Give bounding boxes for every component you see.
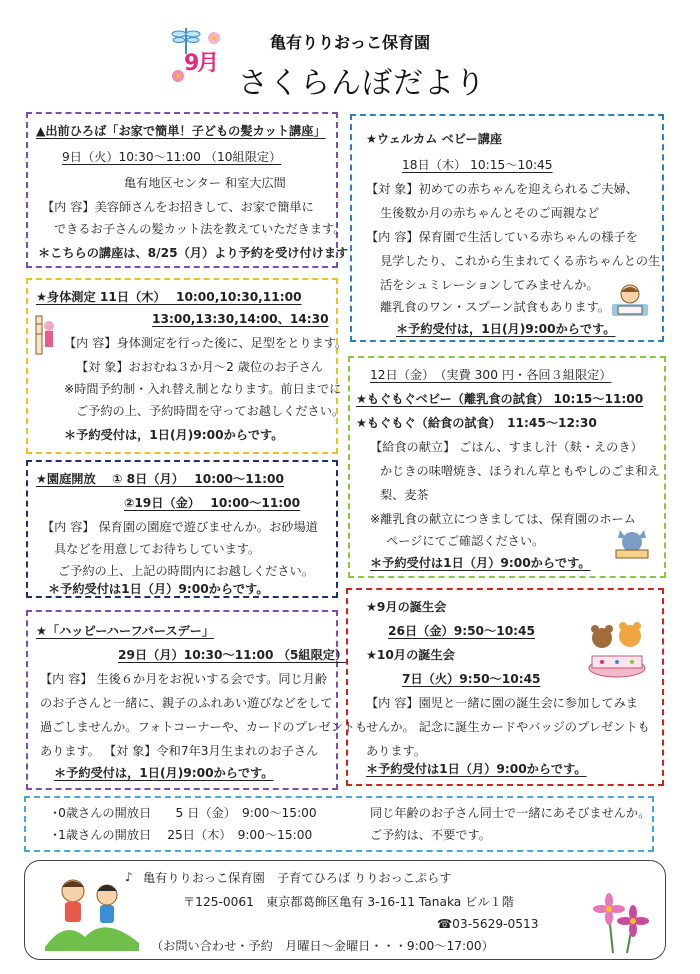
tasting-header: 12日（金） （実費 300 円・各回３組限定）: [370, 368, 612, 382]
half-birthday-desc1: 【内 容】 生後６か月をお祝いする会です。同じ月齢: [40, 672, 328, 686]
measurement-title: ★身体測定 11日（木） 10:00,10:30,11:00: [36, 290, 302, 304]
height-scale-illustration-icon: [34, 312, 56, 356]
footer-box: [24, 860, 666, 960]
garden-time2: ②19日（金） 10:00～11:00: [124, 496, 301, 510]
tasting-meal-line: ★もぐもぐ（給食の試食） 11:45～12:30: [356, 416, 597, 430]
measurement-reservation: ＊予約受付は，1日(月)9:00からです。: [64, 428, 284, 442]
haircut-desc1: 【内 容】美容師さんをお招きして、お家で簡単に: [42, 200, 314, 214]
children-playing-illustration-icon: [45, 867, 139, 951]
birthday-desc3: あります。: [366, 744, 426, 758]
cat-eating-illustration-icon: [612, 522, 652, 562]
half-birthday-desc2: のお子さんと一緒に、親子のふれあい遊びなどをして: [40, 696, 333, 710]
svg-text:♪: ♪: [125, 870, 133, 884]
welcome-desc1: 【内 容】保育園で生活している赤ちゃんの様子を: [366, 230, 638, 244]
newsletter-title: さくらんぼだより: [238, 66, 486, 101]
haircut-datetime: 9日（火）10:30～11:00 （10組限定）: [62, 150, 282, 164]
welcome-target2: 生後数か月の赤ちゃんとそのご両親など: [380, 206, 600, 220]
month-badge: [184, 46, 222, 80]
half-birthday-reservation: ＊予約受付は，1日(月)9:00からです。: [54, 766, 274, 780]
garden-reservation: ＊予約受付は1日（月）9:00からです。: [48, 582, 269, 596]
tasting-note2: ページにてご確認ください。: [386, 534, 545, 548]
measurement-times2: 13:00,13:30,14:00、14:30: [152, 312, 329, 326]
open-days-box: [24, 796, 654, 852]
measurement-note2: ご予約の上、予約時間を守ってお越しください。: [76, 404, 345, 418]
half-birthday-box: [26, 610, 368, 790]
birthday-time-sept: 26日（金）9:50～10:45: [388, 624, 536, 638]
tasting-baby-line: ★もぐもぐベビー（離乳食の試食） 10:15～11:00: [356, 392, 644, 406]
footer-address: 〒125-0061 東京都葛飾区亀有 3-16-11 Tanaka ビル１階: [183, 895, 514, 909]
tasting-box: [348, 356, 666, 578]
welcome-desc3: 活をシュミレーションしてみませんか。: [380, 278, 599, 292]
haircut-event-box: [26, 112, 349, 268]
footer-phone: ☎03-5629-0513: [437, 917, 539, 931]
birthday-desc2: せんか。 記念に誕生カードやバッジのプレゼントも: [366, 720, 650, 734]
measurement-note1: ※時間予約制・入れ替え制となります。前日までに: [64, 382, 342, 396]
garden-desc2: 具などを用意してお待ちしています。: [54, 542, 261, 556]
month-badge-text: 9月: [184, 51, 218, 76]
open-days-note1: 同じ年齢のお子さん同士で一緒にあそびませんか。: [370, 806, 651, 820]
tasting-reservation: ＊予約受付は1日（月）9:00からです。: [370, 556, 591, 570]
garden-desc3: ご予約の上、上記の時間内にお越しください。: [58, 564, 314, 578]
measurement-target: 【対 象】おおむね３か月～2 歳位のお子さん: [76, 360, 324, 374]
haircut-venue: 亀有地区センター 和室大広間: [124, 176, 286, 190]
tasting-menu2: かじきの味噌焼き、ほうれん草ともやしのごま和え: [380, 464, 660, 478]
birthday-reservation: ＊予約受付は1日（月）9:00からです。: [366, 762, 587, 776]
child-reading-illustration-icon: [608, 280, 652, 320]
garden-box: [26, 460, 338, 598]
welcome-desc2: 見学したり、これから生まれてくる赤ちゃんとの生: [380, 254, 661, 268]
tasting-note1: ※離乳食の献立につきましては、保育園のホーム: [370, 512, 636, 526]
open-days-age0: ･0歳さんの開放日 5 日（金） 9:00～15:00: [52, 806, 317, 820]
tasting-menu3: 梨、麦茶: [380, 488, 429, 502]
tasting-menu1: 【給食の献立】 ごはん、すまし汁（麸・えのき）: [370, 440, 643, 454]
garden-desc1: 【内 容】 保育園の園庭で遊びませんか。お砂場道: [42, 520, 318, 534]
measurement-desc: 【内 容】身体測定を行った後に、足型をとります。: [64, 336, 348, 350]
open-days-note2: ご予約は、不要です。: [370, 828, 491, 842]
birthday-time-oct: 7日（火）9:50～10:45: [402, 672, 541, 686]
haircut-desc2: できるお子さんの髪カット法を教えていただきます。: [54, 222, 346, 236]
open-days-age1: ･1歳さんの開放日 25日（木） 9:00～15:00: [52, 828, 313, 842]
birthday-desc1: 【内 容】園児と一緒に園の誕生会に参加してみま: [366, 696, 638, 710]
org-name: 亀有りりおっこ保育園: [270, 33, 431, 52]
welcome-reservation: ＊予約受付は，1日(月)9:00からです。: [396, 322, 616, 336]
measurement-box: [26, 278, 348, 454]
footer-line1: 亀有りりおっこ保育園 子育てひろば りりおっこぷらす: [143, 871, 452, 885]
haircut-note: ＊こちらの講座は、8/25（月）より予約を受け付けます: [38, 246, 349, 260]
welcome-title: ★ウェルカム ベビー講座: [366, 132, 503, 146]
half-birthday-desc3: 過ごしませんか。フォトコーナーや、カードのプレゼントも: [40, 720, 368, 734]
haircut-title: ▲出前ひろば「お家で簡単！子どもの髪カット講座」: [36, 124, 326, 138]
half-birthday-datetime: 29日（月）10:30～11:00 （5組限定）: [118, 648, 348, 662]
birthday-box: [346, 588, 664, 786]
birthday-title-oct: ★10月の誕生会: [366, 648, 455, 662]
half-birthday-title: ★「ハッピーハーフバースデー」: [36, 624, 215, 638]
garden-title: ★園庭開放 ① 8日（月） 10:00～11:00: [36, 472, 285, 486]
footer-hours: （お問い合わせ・予約 月曜日～金曜日・・・9:00～17:00）: [151, 939, 494, 953]
birthday-title-sept: ★9月の誕生会: [366, 600, 447, 614]
welcome-datetime: 18日（木） 10:15～10:45: [402, 158, 553, 172]
welcome-desc4: 離乳食のワン・スプーン試食もあります。: [380, 300, 610, 314]
welcome-baby-box: [350, 114, 664, 342]
welcome-target1: 【対 象】初めての赤ちゃんを迎えられるご夫婦、: [366, 182, 638, 196]
half-birthday-desc4: あります。 【対 象】令和7年3月生まれのお子さん: [40, 744, 319, 758]
birthday-cake-animals-icon: [582, 614, 652, 684]
cosmos-flowers-icon: [587, 885, 657, 955]
